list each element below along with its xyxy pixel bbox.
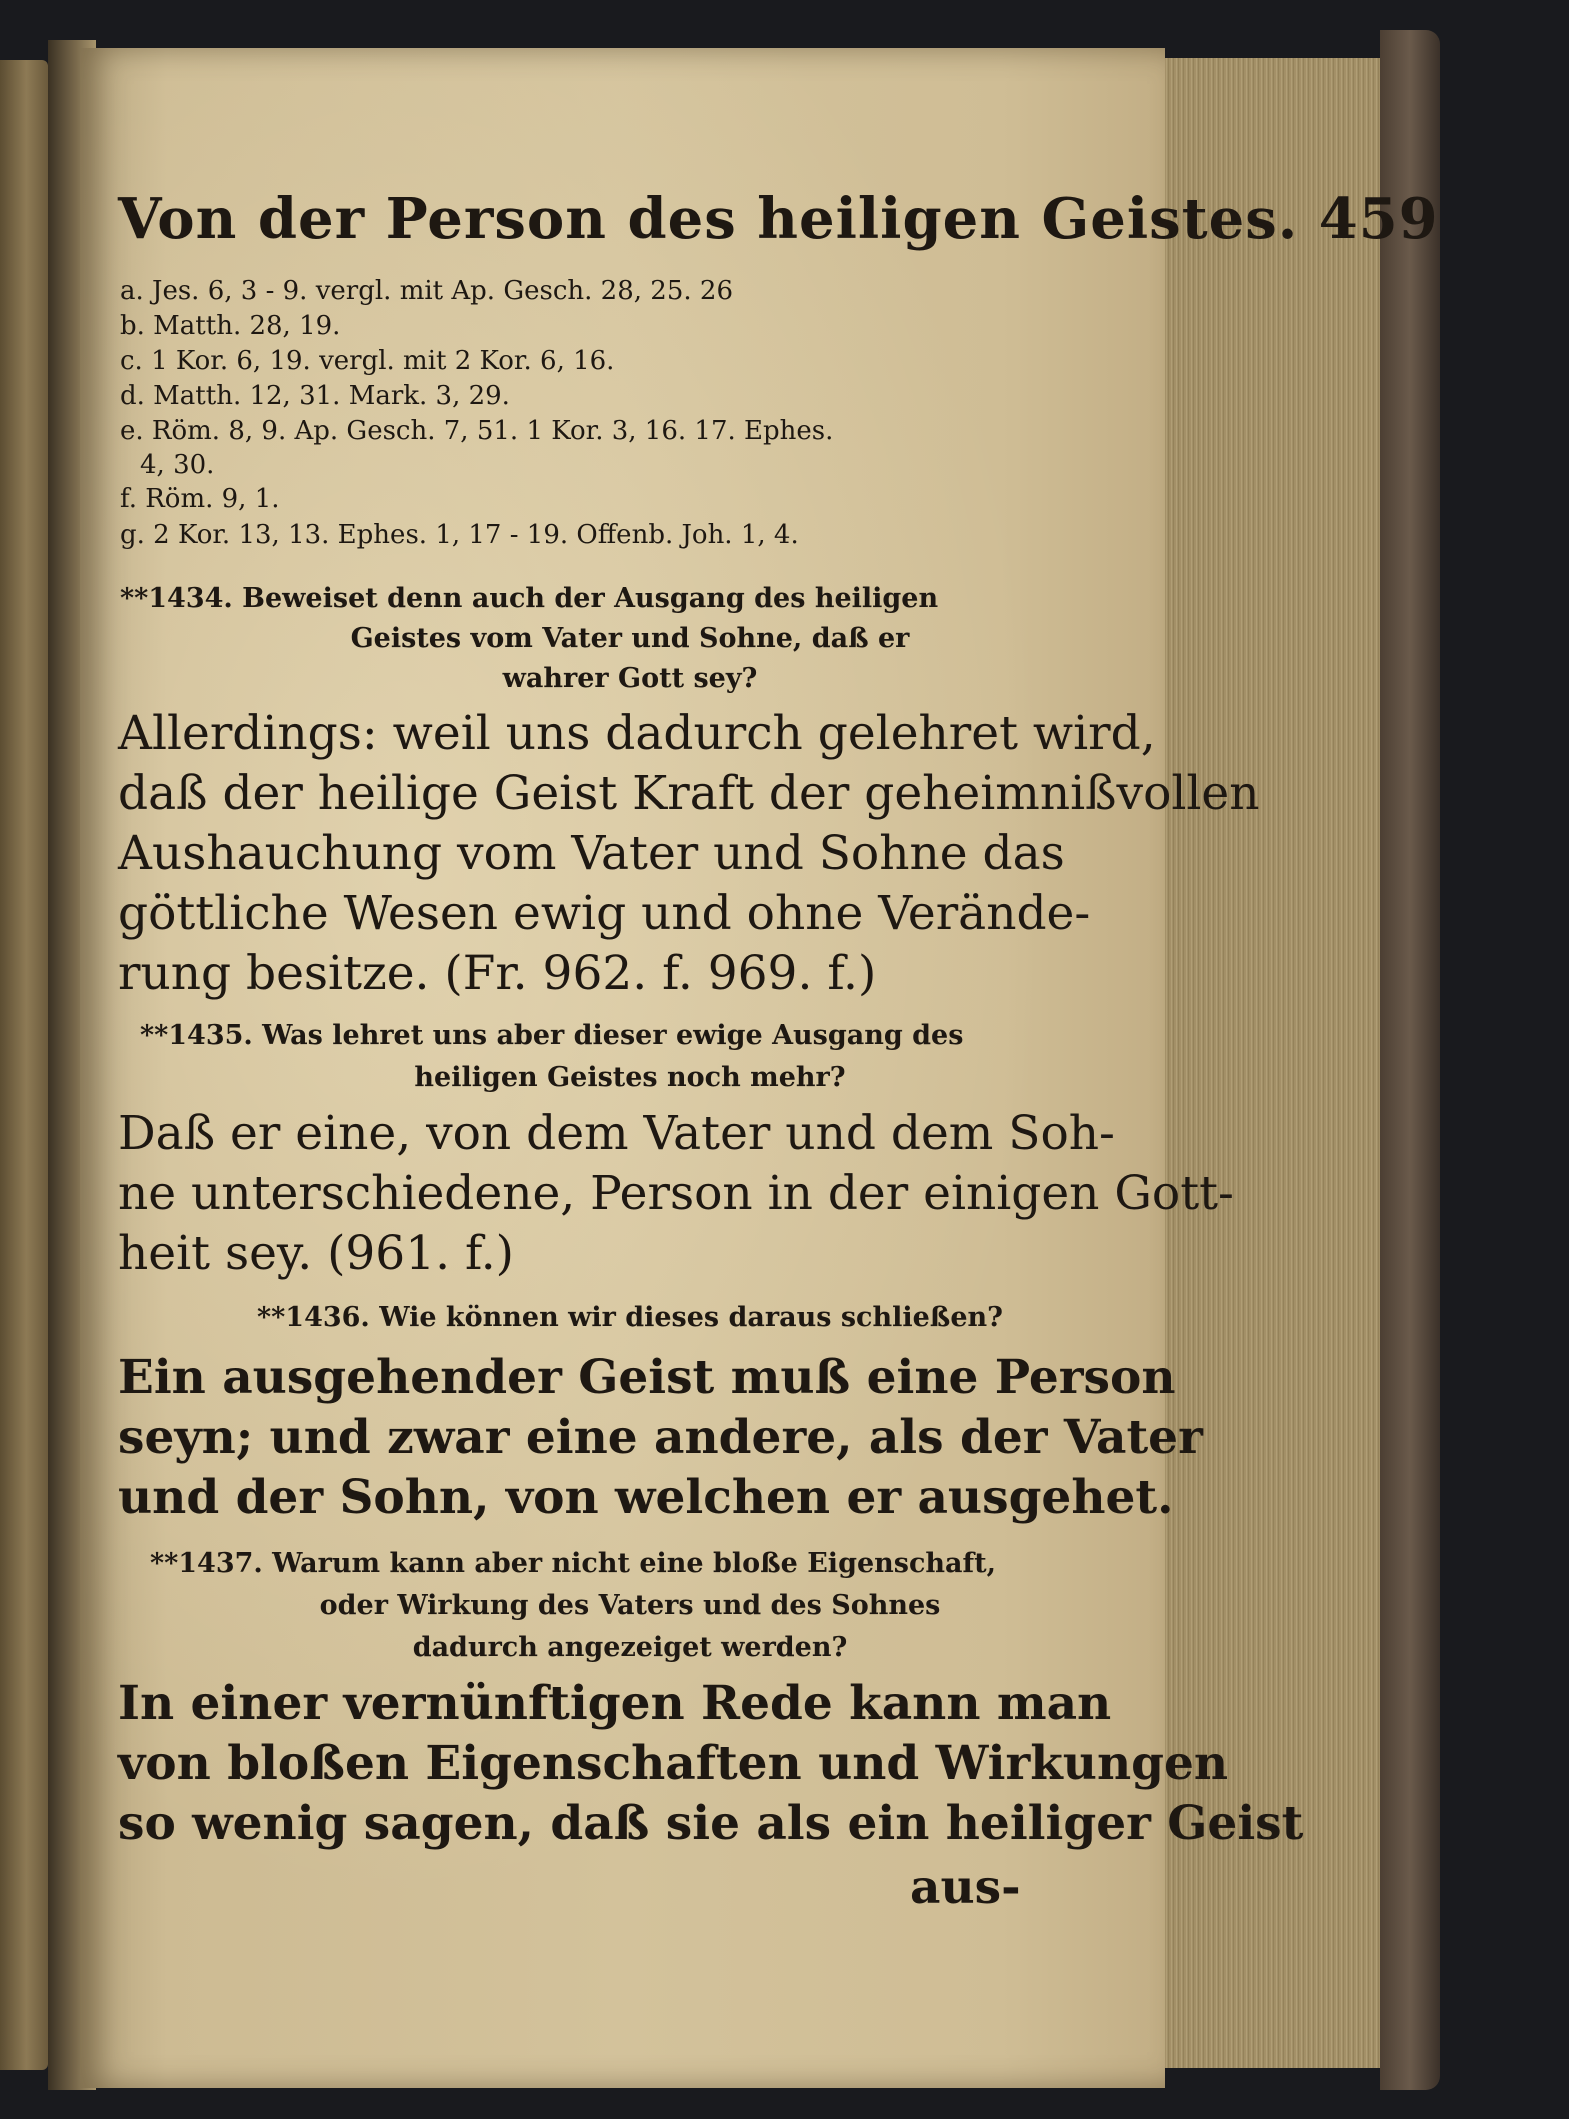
question-1434-line-3: wahrer Gott sey?: [502, 663, 758, 694]
question-1435-line-2: heiligen Geistes noch mehr?: [414, 1062, 846, 1093]
running-header: [118, 186, 1439, 252]
answer-1435-line-2: ne unterschiedene, Person in der einigen Gott-: [118, 1166, 1234, 1221]
question-1434-line-1: **1434. Beweiset denn auch der Ausgang des heiligen: [120, 583, 939, 614]
note-e-cont: 4, 30.: [140, 450, 215, 480]
answer-1434-line-4: göttliche Wesen ewig und ohne Verände-: [118, 886, 1091, 941]
note-d: d. Matth. 12, 31. Mark. 3, 29.: [120, 381, 510, 411]
answer-1436-line-3: und der Sohn, von welchen er ausgehet.: [118, 1470, 1174, 1525]
note-g: g. 2 Kor. 13, 13. Ephes. 1, 17 - 19. Offenb. Joh. 1, 4.: [120, 520, 799, 550]
catchword: aus-: [910, 1860, 1021, 1915]
note-e: e. Röm. 8, 9. Ap. Gesch. 7, 51. 1 Kor. 3, 16. 17. Ephes.: [120, 416, 834, 446]
header-title: Von der Person des heiligen Geistes.: [118, 186, 1299, 252]
answer-1436-line-2: seyn; und zwar eine andere, als der Vater: [118, 1410, 1203, 1465]
question-1437-line-3: dadurch angezeiget werden?: [412, 1632, 848, 1663]
answer-1436-line-1: Ein ausgehender Geist muß eine Person: [118, 1350, 1176, 1405]
page-text: [80, 48, 1439, 2088]
answer-1437-line-3: so wenig sagen, daß sie als ein heiliger Geist: [118, 1796, 1304, 1851]
book-page: [80, 48, 1439, 2088]
book-cover: [1380, 30, 1440, 2090]
question-1436-line-1: **1436. Wie können wir dieses daraus schließen?: [257, 1302, 1003, 1333]
answer-1435-line-3: heit sey. (961. f.): [118, 1226, 514, 1281]
note-c: c. 1 Kor. 6, 19. vergl. mit 2 Kor. 6, 16.: [120, 346, 615, 376]
question-1437-line-2: oder Wirkung des Vaters und des Sohnes: [319, 1590, 941, 1621]
answer-1434-line-3: Aushauchung vom Vater und Sohne das: [118, 826, 1065, 881]
question-1434-line-2: Geistes vom Vater und Sohne, daß er: [350, 623, 910, 654]
answer-1435-line-1: Daß er eine, von dem Vater und dem Soh-: [118, 1106, 1115, 1161]
answer-1434-line-5: rung besitze. (Fr. 962. f. 969. f.): [118, 946, 877, 1001]
answer-1434-line-1: Allerdings: weil uns dadurch gelehret wird,: [118, 706, 1156, 761]
note-b: b. Matth. 28, 19.: [120, 311, 341, 341]
answer-1437-line-2: von bloßen Eigenschaften und Wirkungen: [118, 1736, 1229, 1791]
question-1437-line-1: **1437. Warum kann aber nicht eine bloße Eigenschaft,: [150, 1548, 997, 1579]
page-number: 459: [1318, 186, 1439, 252]
note-a: a. Jes. 6, 3 - 9. vergl. mit Ap. Gesch. 28, 25. 26: [120, 276, 733, 306]
answer-1437-line-1: In einer vernünftigen Rede kann man: [118, 1676, 1112, 1731]
note-f: f. Röm. 9, 1.: [120, 484, 280, 514]
left-page-edge: [0, 60, 48, 2070]
question-1435-line-1: **1435. Was lehret uns aber dieser ewige Ausgang des: [140, 1020, 964, 1051]
answer-1434-line-2: daß der heilige Geist Kraft der geheimnißvollen: [118, 766, 1260, 821]
